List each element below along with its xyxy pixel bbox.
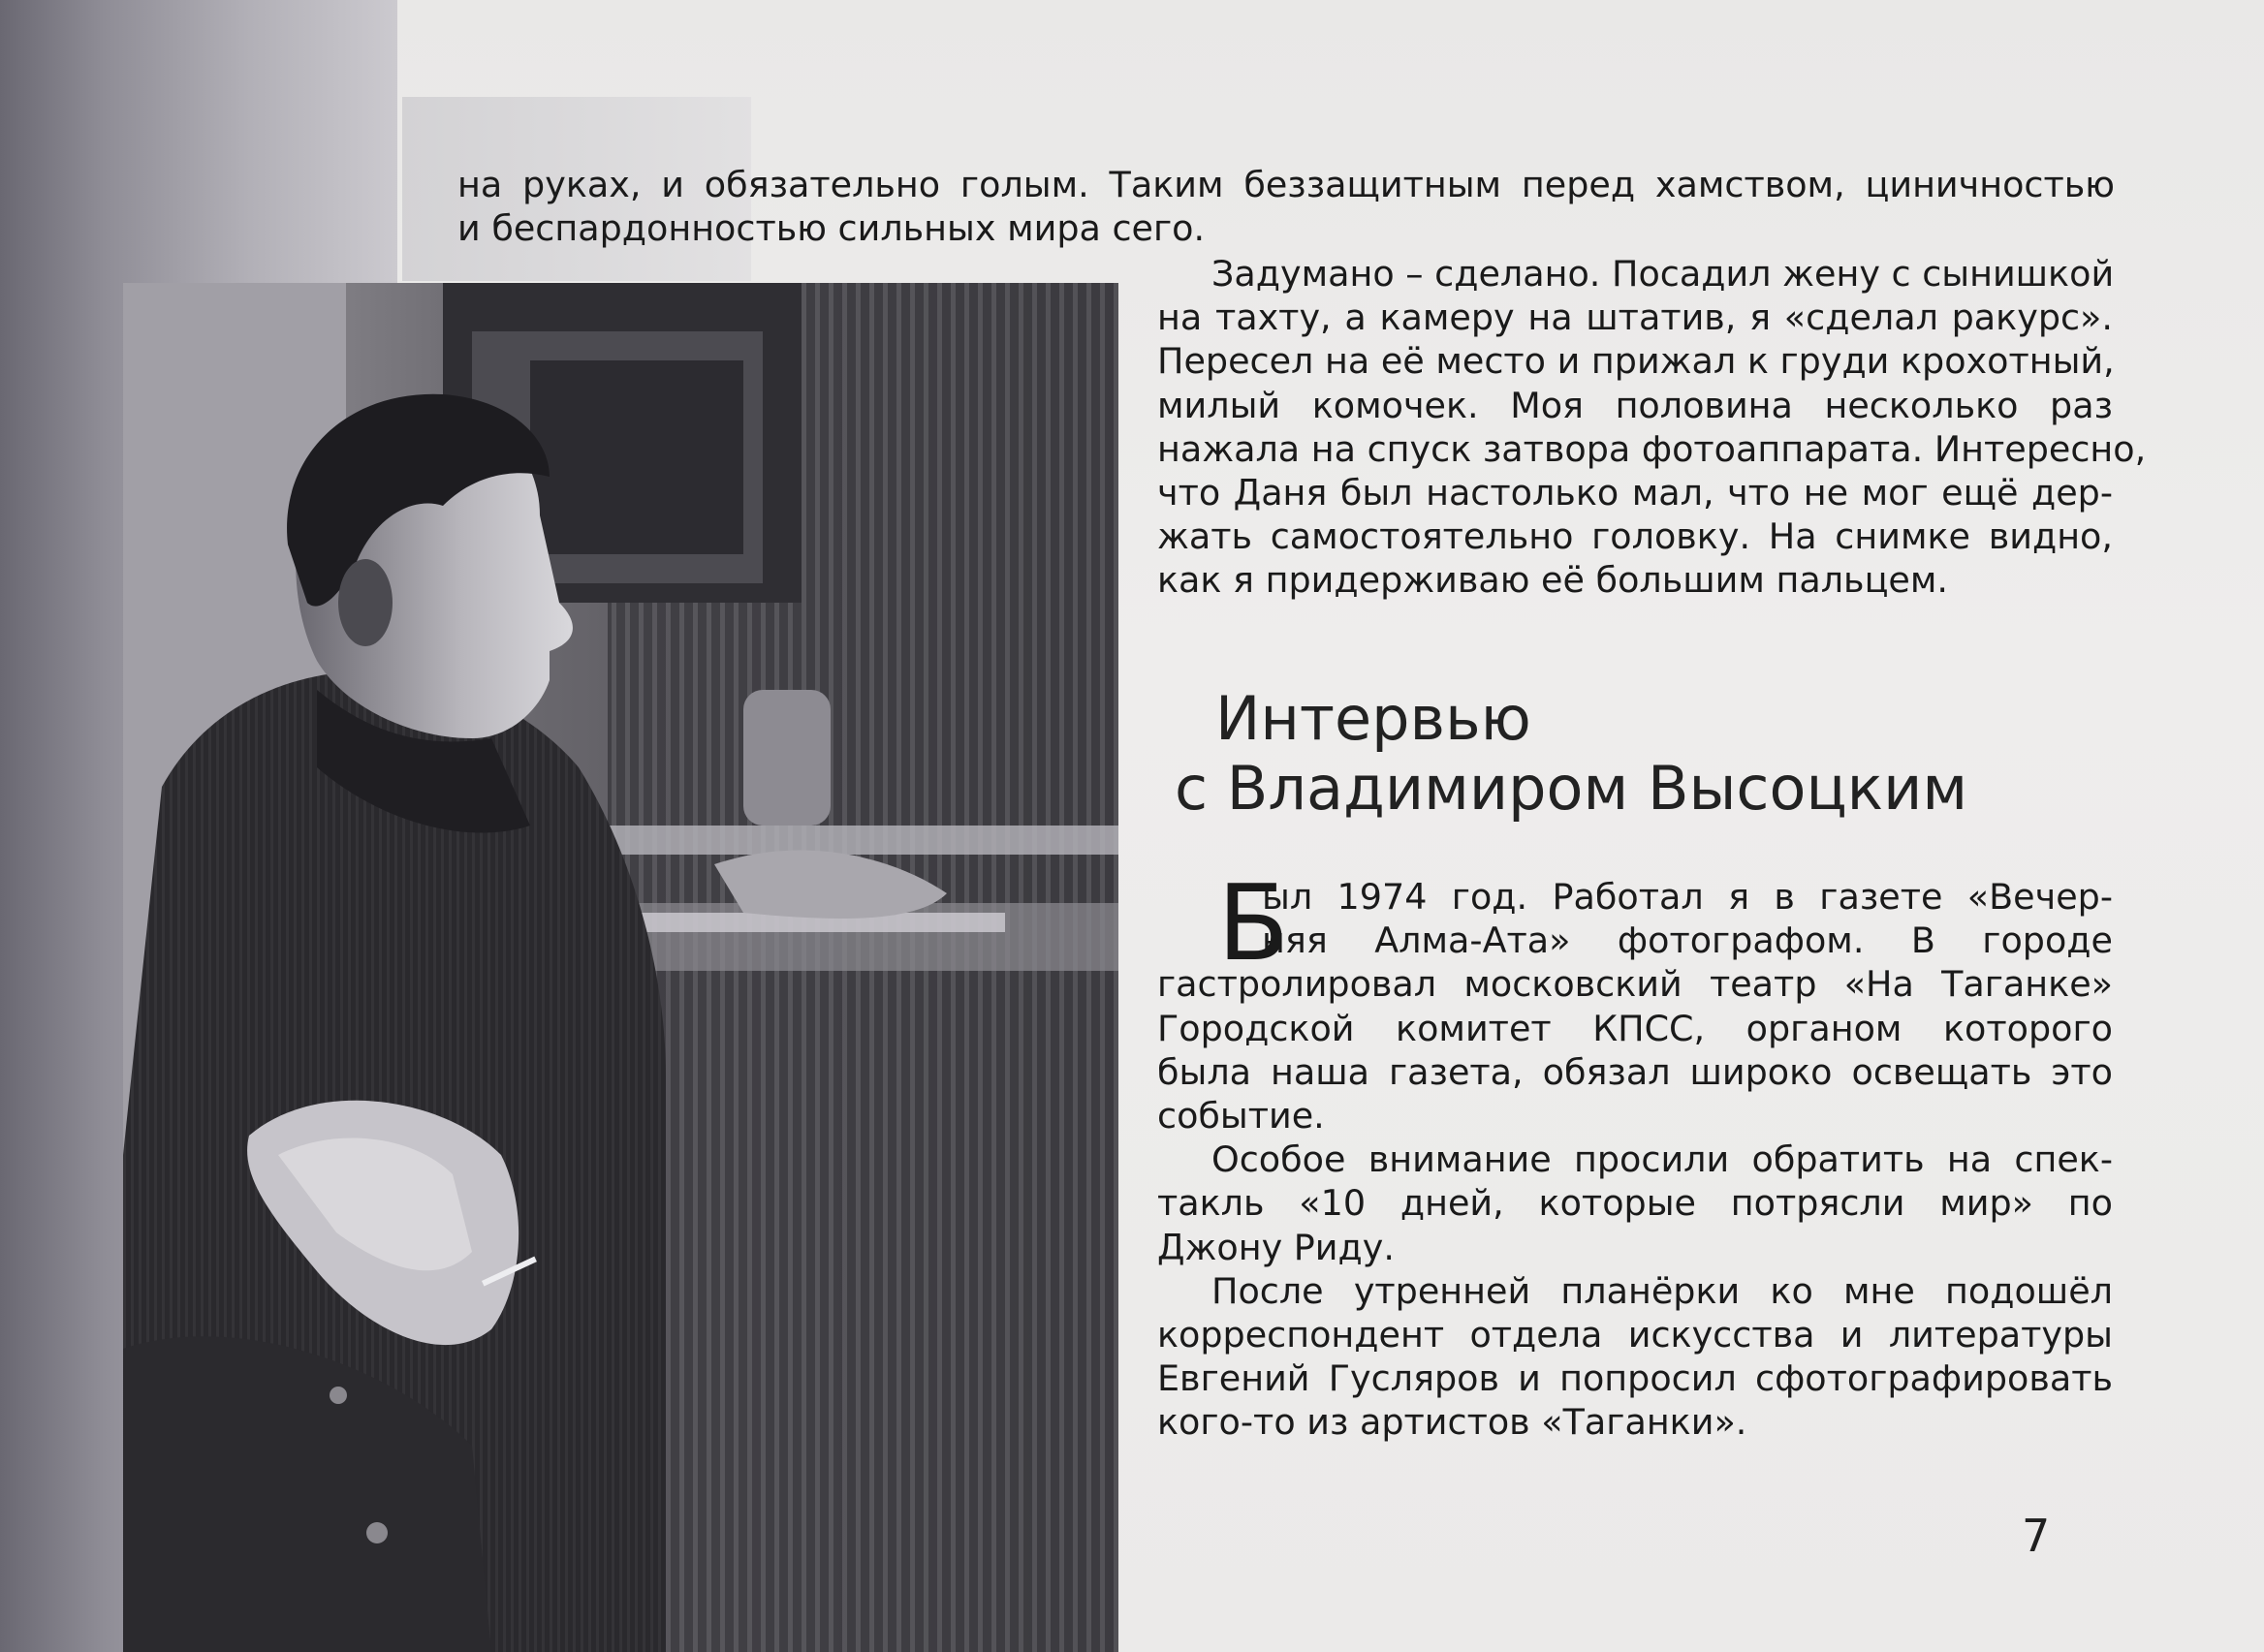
- article-line: событие.: [1157, 1094, 1325, 1137]
- article-line: Евгений Гусляров и попросил сфотографировать: [1157, 1357, 2113, 1400]
- heading-line: Интервью: [1215, 683, 1531, 754]
- page-number: 7: [2022, 1510, 2051, 1562]
- article-line: Городской комитет КПСС, органом которого: [1157, 1007, 2113, 1049]
- article-line: После утренней планёрки ко мне подошёл: [1211, 1269, 2113, 1312]
- article-line: такль «10 дней, которые потрясли мир» по: [1157, 1182, 2113, 1225]
- portrait-photo: [123, 283, 1118, 1652]
- article-line: Джону Риду.: [1157, 1226, 1395, 1268]
- article-line: Особое внимание просили обратить на спек-: [1211, 1138, 2113, 1181]
- story-line: милый комочек. Моя половина несколько раз: [1157, 384, 2113, 426]
- story-paragraph: [1157, 252, 2147, 603]
- article-line: корреспондент отдела искусства и литературы: [1157, 1313, 2113, 1356]
- article-body: [1157, 875, 2113, 1444]
- article-line: гастролировал московский театр «На Таганке»: [1157, 963, 2113, 1006]
- story-line: нажала на спуск затвора фотоаппарата. Интересно,: [1157, 427, 2147, 470]
- article-line: была наша газета, обязал широко освещать это: [1157, 1050, 2113, 1093]
- top-paragraph: [457, 163, 2115, 250]
- story-line: Задумано – сделано. Посадил жену с сынишкой: [1211, 253, 2115, 295]
- drop-cap-letter: Б: [1217, 863, 1290, 984]
- story-line: что Даня был настолько мал, что не мог ещё дер-: [1157, 471, 2113, 514]
- story-line: Пересел на её место и прижал к груди крохотный,: [1157, 340, 2115, 383]
- heading-line: с Владимиром Высоцким: [1175, 753, 1968, 824]
- section-heading: [1175, 683, 1968, 824]
- article-line: няя Алма-Ата» фотографом. В городе: [1262, 920, 2113, 962]
- top-paragraph-line: на руках, и обязательно голым. Таким беззащитным перед хамством, циничностью: [457, 164, 2115, 205]
- story-line: как я придерживаю её большим пальцем.: [1157, 559, 1949, 602]
- article-line: ыл 1974 год. Работал я в газете «Вечер-: [1262, 876, 2113, 918]
- story-line: на тахту, а камеру на штатив, я «сделал ракурс».: [1157, 296, 2113, 339]
- article-line: кого-то из артистов «Таганки».: [1157, 1401, 1747, 1444]
- top-paragraph-line: и беспардонностью сильных мира сего.: [457, 207, 1206, 250]
- story-line: жать самостоятельно головку. На снимке видно,: [1157, 515, 2113, 558]
